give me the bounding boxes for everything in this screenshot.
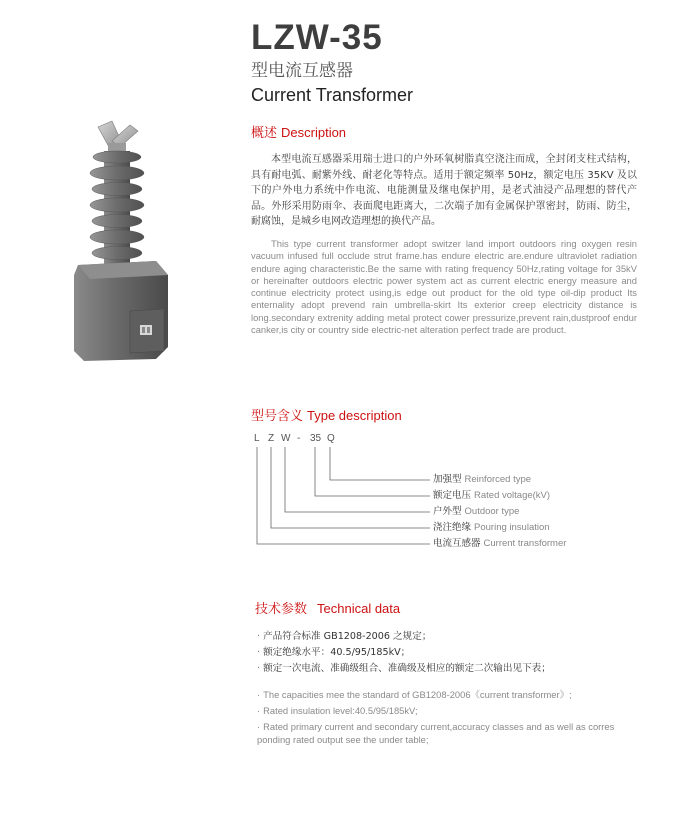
tech-item-cn-3: · 额定一次电流、准确级组合、准确级及相应的额定二次输出见下表； — [257, 663, 551, 674]
code-letter-w: W — [281, 433, 291, 444]
legend-outdoor — [433, 506, 519, 518]
legend-outdoor-cn: 户外型 — [433, 506, 462, 517]
description-text-en: This type current transformer adopt switzer land import outdoors ring oxygen resin vacuum infused full occlude strut frame.has endure electric are.endure ultraviolet radiation endure aging characteristic.Be the same with rating frequency 50Hz,rating voltage for 35kV or hereinafter outdoors electric power system act as current electric energy measure and continue electricity protect using,is edge out product for the old type oil-dip product Its enternality adopt prevend rain umbrella-skirt Its exterior creep electricity distance is long.secondary extrenity adding metal protect cower pressurize,prevent rain,dustproof endur canker,is city or country side electric-net alteration perfect trade are product. — [251, 238, 637, 336]
tech-item-en-2: · Rated insulation level:40.5/95/185kV; — [257, 705, 418, 716]
description-text-cn: 本型电流互感器采用瑞士进口的户外环氧树脂真空浇注而成，全封闭支柱式结构，具有耐电弧、耐紫外线、耐老化等特点。适用于额定频率 50Hz，额定电压 35KV 及以下的户外电力系统中作电流、电能测量及继电保护用，是老式油浸产品理想的替代产品。外形采用防雨伞、表面爬电距离大，二次端子加有金属保护罩密封，防雨、防尘，耐腐蚀，是城乡电网改造理想的换代产品。 — [251, 154, 637, 228]
product-title-en: Current Transformer — [251, 85, 414, 105]
legend-rated-voltage — [433, 490, 550, 502]
technical-heading-en: Technical data — [317, 601, 401, 616]
legend-pouring — [433, 522, 550, 534]
legend-reinforced-cn: 加强型 — [433, 474, 462, 485]
model-number: LZW-35 — [251, 18, 383, 57]
tech-item-cn-1-text: 产品符合标准 GB1208-2006 之规定； — [263, 631, 432, 642]
technical-heading-cn: 技术参数 — [255, 602, 308, 617]
code-letter-l: L — [254, 433, 260, 444]
legend-reinforced — [433, 474, 531, 486]
technical-heading — [255, 601, 400, 618]
type-heading-cn: 型号含义 — [251, 409, 304, 424]
tech-item-en-2-text: Rated insulation level:40.5/95/185kV; — [263, 705, 418, 716]
tech-item-en-3: · Rated primary current and secondary current,accuracy classes and as well as corres ponding rated output see the under table; — [257, 721, 615, 745]
product-title-cn: 型电流互感器 — [251, 61, 353, 81]
legend-rated-voltage-en: Rated voltage(kV) — [474, 490, 551, 501]
description-heading-en: Description — [281, 125, 347, 140]
tech-item-en-3-text: Rated primary current and secondary current,accuracy classes and as well as corres ponding rated output see the under table; — [257, 721, 615, 745]
tech-item-cn-1: · 产品符合标准 GB1208-2006 之规定； — [257, 631, 432, 642]
code-letter-q: Q — [327, 433, 335, 444]
tech-item-en-1-text: The capacities mee the standard of GB1208-2006《current transformer》; — [263, 689, 572, 700]
code-voltage: 35 — [310, 433, 322, 444]
legend-outdoor-en: Outdoor type — [464, 506, 520, 517]
legend-pouring-en: Pouring insulation — [474, 522, 550, 533]
tech-item-cn-2: · 额定绝缘水平：40.5/95/185kV； — [257, 647, 411, 658]
description-heading-cn: 概述 — [251, 126, 278, 141]
legend-reinforced-en: Reinforced type — [464, 474, 532, 485]
tech-item-cn-3-text: 额定一次电流、准确级组合、准确级及相应的额定二次输出见下表； — [263, 663, 551, 674]
code-letter-z: Z — [268, 433, 275, 444]
code-dash: - — [297, 433, 301, 444]
legend-pouring-cn: 浇注绝缘 — [433, 522, 472, 533]
tech-item-en-1: · The capacities mee the standard of GB1208-2006《current transformer》; — [257, 689, 572, 700]
type-heading-en: Type description — [307, 408, 402, 423]
tech-item-cn-2-text: 额定绝缘水平：40.5/95/185kV； — [263, 647, 411, 658]
legend-current-transformer-en: Current transformer — [483, 538, 567, 549]
legend-rated-voltage-cn: 额定电压 — [433, 490, 472, 501]
legend-current-transformer-cn: 电流互感器 — [433, 538, 481, 549]
legend-current-transformer — [433, 538, 566, 550]
